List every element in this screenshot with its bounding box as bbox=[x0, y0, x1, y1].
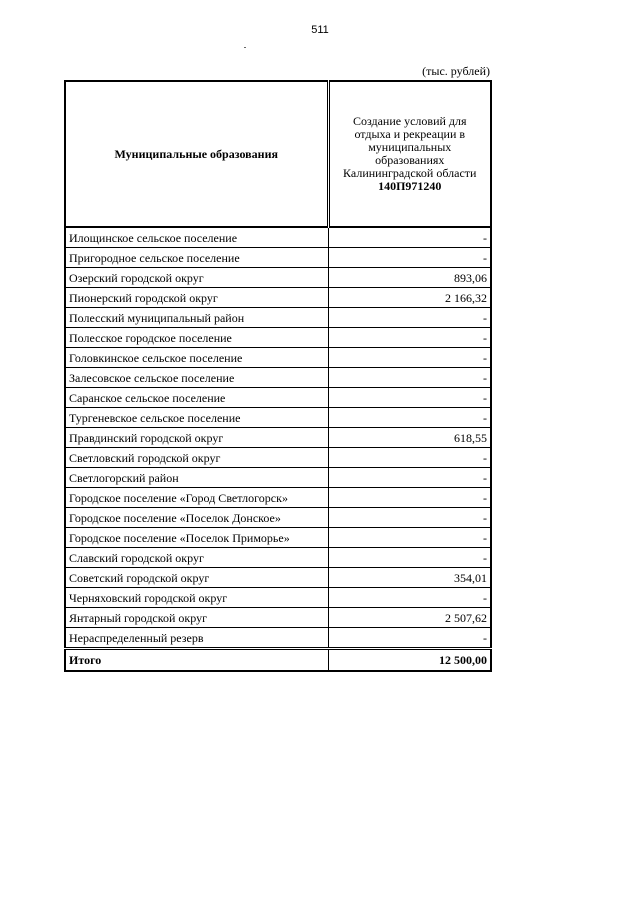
municipality-name: Пригородное сельское поселение bbox=[65, 248, 328, 268]
municipality-name: Городское поселение «Город Светлогорск» bbox=[65, 488, 328, 508]
allocation-value: - bbox=[328, 248, 491, 268]
municipality-name: Головкинское сельское поселение bbox=[65, 348, 328, 368]
total-label: Итого bbox=[65, 649, 328, 672]
allocation-value: - bbox=[328, 388, 491, 408]
allocation-value: 893,06 bbox=[328, 268, 491, 288]
municipality-name: Нераспределенный резерв bbox=[65, 628, 328, 649]
municipality-name: Правдинский городской округ bbox=[65, 428, 328, 448]
header-value-column bbox=[328, 81, 491, 227]
table-row bbox=[65, 368, 491, 388]
scan-speck bbox=[244, 47, 246, 48]
municipality-name: Городское поселение «Поселок Донское» bbox=[65, 508, 328, 528]
allocation-value: - bbox=[328, 448, 491, 468]
table-row bbox=[65, 328, 491, 348]
table-row bbox=[65, 388, 491, 408]
municipality-name: Полесский муниципальный район bbox=[65, 308, 328, 328]
table-row bbox=[65, 488, 491, 508]
allocation-value: - bbox=[328, 488, 491, 508]
municipality-name: Тургеневское сельское поселение bbox=[65, 408, 328, 428]
table-row bbox=[65, 428, 491, 448]
municipality-name: Советский городской округ bbox=[65, 568, 328, 588]
table-row bbox=[65, 268, 491, 288]
table-row bbox=[65, 448, 491, 468]
municipality-name: Светловский городской округ bbox=[65, 448, 328, 468]
allocation-value: - bbox=[328, 348, 491, 368]
allocation-value: - bbox=[328, 588, 491, 608]
allocation-table bbox=[64, 80, 492, 672]
table-header-row bbox=[65, 81, 491, 227]
table-row bbox=[65, 628, 491, 649]
municipality-name: Пионерский городской округ bbox=[65, 288, 328, 308]
allocation-value: - bbox=[328, 368, 491, 388]
table-row bbox=[65, 308, 491, 328]
allocation-value: 354,01 bbox=[328, 568, 491, 588]
allocation-value: 2 166,32 bbox=[328, 288, 491, 308]
municipality-name: Илощинское сельское поселение bbox=[65, 227, 328, 248]
municipality-name: Черняховский городской округ bbox=[65, 588, 328, 608]
allocation-value: 2 507,62 bbox=[328, 608, 491, 628]
table-row bbox=[65, 408, 491, 428]
table-row bbox=[65, 227, 491, 248]
table-row bbox=[65, 608, 491, 628]
table-row bbox=[65, 548, 491, 568]
municipality-name: Городское поселение «Поселок Приморье» bbox=[65, 528, 328, 548]
municipality-name: Озерский городской округ bbox=[65, 268, 328, 288]
allocation-value: - bbox=[328, 408, 491, 428]
municipality-name: Залесовское сельское поселение bbox=[65, 368, 328, 388]
allocation-value: - bbox=[328, 548, 491, 568]
allocation-value: - bbox=[328, 508, 491, 528]
table-row bbox=[65, 508, 491, 528]
page-number: 511 bbox=[311, 24, 329, 36]
units-label: (тыс. рублей) bbox=[422, 64, 490, 78]
total-value: 12 500,00 bbox=[328, 649, 491, 672]
table-body bbox=[65, 227, 491, 649]
municipality-name: Славский городской округ bbox=[65, 548, 328, 568]
allocation-value: - bbox=[328, 308, 491, 328]
table-row bbox=[65, 568, 491, 588]
municipality-name: Саранское сельское поселение bbox=[65, 388, 328, 408]
table-row bbox=[65, 288, 491, 308]
municipality-name: Янтарный городской округ bbox=[65, 608, 328, 628]
table-row bbox=[65, 588, 491, 608]
header-municipalities: Муниципальные образования bbox=[65, 81, 328, 227]
municipality-name: Светлогорский район bbox=[65, 468, 328, 488]
allocation-value: - bbox=[328, 227, 491, 248]
table-row bbox=[65, 348, 491, 368]
allocation-value: - bbox=[328, 528, 491, 548]
total-row bbox=[65, 649, 491, 672]
allocation-value: - bbox=[328, 468, 491, 488]
allocation-value: - bbox=[328, 628, 491, 649]
header-value-code: 140П971240 bbox=[378, 179, 442, 193]
header-value-title: Создание условий для отдыха и рекреации в муниципальных образованиях Калининградской области bbox=[343, 114, 477, 180]
allocation-value: - bbox=[328, 328, 491, 348]
allocation-value: 618,55 bbox=[328, 428, 491, 448]
table-row bbox=[65, 248, 491, 268]
table-row bbox=[65, 528, 491, 548]
municipality-name: Полесское городское поселение bbox=[65, 328, 328, 348]
table-row bbox=[65, 468, 491, 488]
